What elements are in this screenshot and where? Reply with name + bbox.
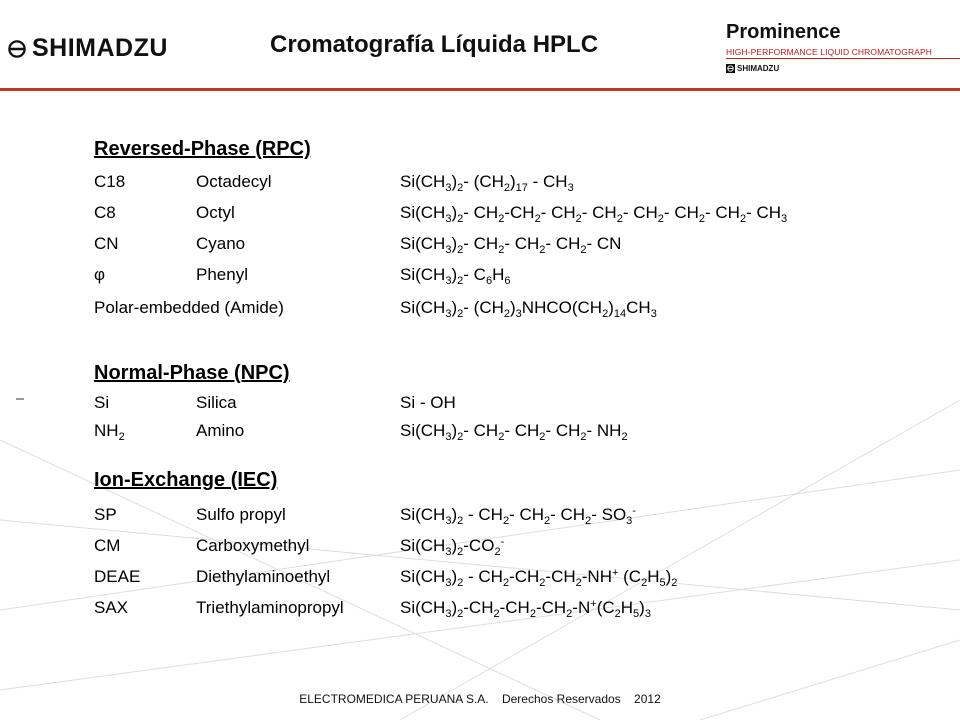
formula-subscript: 14	[613, 308, 627, 320]
formula-text: CH	[592, 203, 617, 222]
product-brand-text: SHIMADZU	[737, 64, 780, 73]
phase-code: SP	[94, 505, 117, 524]
formula-subscript: 3	[781, 213, 788, 225]
formula-subscript: 3	[445, 577, 452, 589]
formula-subscript: 2	[614, 608, 621, 620]
phase-code: DEAE	[94, 567, 141, 586]
formula-subscript: 5	[659, 577, 666, 589]
formula-text: )	[451, 567, 458, 586]
formula-superscript: +	[611, 567, 619, 579]
formula-text: )	[451, 203, 458, 222]
phase-code: SAX	[94, 598, 129, 617]
footer	[0, 692, 960, 706]
phase-formula: $Si(CH_3)_2-$ $CH_2-$ $CH_2-$ $CH_2-$ $NH_2$	[400, 421, 628, 443]
formula-subscript: 2	[457, 308, 464, 320]
phase-code: C8	[94, 203, 116, 222]
footer-year: 2012	[634, 692, 661, 706]
formula-text: H	[492, 265, 505, 284]
formula-subscript: 2	[641, 577, 648, 589]
formula-subscript: 2	[580, 244, 587, 256]
formula-subscript: 2	[739, 213, 747, 225]
formula-subscript: 2	[457, 577, 464, 589]
formula-text: )	[451, 298, 458, 317]
formula-subscript: 2	[118, 431, 125, 443]
formula-text: CH	[473, 203, 499, 222]
formula-subscript: 5	[633, 608, 640, 620]
product-name: Prominence	[726, 21, 841, 43]
formula-subscript: 2	[539, 431, 546, 443]
phase-formula: $Si(CH_3)_2-$ $C_6H_6$	[400, 265, 511, 287]
formula-subscript: 2	[602, 308, 609, 320]
formula-subscript: 17	[515, 182, 528, 194]
formula-text: (CH	[473, 172, 504, 191]
formula-text: )	[451, 421, 458, 440]
formula-text: CH	[473, 421, 499, 440]
phase-formula	[400, 536, 504, 558]
formula-subscript: 2	[493, 608, 500, 620]
phase-formula	[400, 598, 651, 620]
formula-subscript: 2	[498, 244, 505, 256]
formula-subscript: 3	[515, 308, 522, 320]
formula-text: Si(CH	[400, 598, 446, 617]
product-subtitle: HIGH-PERFORMANCE LIQUID CHROMATOGRAPH	[726, 47, 960, 59]
formula-text: )	[451, 265, 458, 284]
formula-subscript: 3	[445, 515, 452, 527]
formula-superscript: -	[632, 505, 636, 517]
formula-subscript: 2	[585, 515, 592, 527]
formula-superscript: +	[590, 598, 597, 610]
formula-text: -CO	[463, 536, 495, 555]
formula-text: -N	[572, 598, 591, 617]
formula-text: CH	[560, 505, 586, 524]
formula-text: )	[451, 536, 458, 555]
phase-formula: $Si(CH_3)_2-$ $(CH_2)_{17} - CH_3$	[400, 172, 574, 194]
formula-text: Si(CH	[400, 536, 446, 555]
formula-text: CH	[674, 203, 699, 222]
formula-subscript: 6	[485, 275, 493, 287]
formula-subscript: 2	[457, 213, 464, 225]
formula-subscript: 3	[644, 608, 651, 620]
formula-text: )	[451, 172, 458, 191]
formula-text: Si(CH	[400, 298, 446, 317]
formula-subscript: 3	[445, 431, 452, 443]
phase-name: Cyano	[196, 234, 246, 253]
formula-subscript: 2	[566, 608, 573, 620]
formula-text: )	[451, 505, 458, 524]
shimadzu-small-logo-icon	[726, 64, 735, 73]
phase-name: Diethylaminoethyl	[196, 567, 331, 586]
formula-text: CH	[514, 421, 540, 440]
formula-subscript: 3	[445, 546, 452, 558]
formula-text: CN	[596, 234, 622, 253]
formula-subscript: 2	[534, 213, 541, 225]
formula-subscript: 3	[626, 515, 633, 527]
formula-text: CH	[626, 298, 651, 317]
formula-subscript: 2	[657, 213, 664, 225]
formula-subscript: 2	[671, 577, 678, 589]
phase-name: Carboxymethyl	[196, 536, 310, 555]
formula-subscript: 2	[616, 213, 623, 225]
formula-text: -CH	[535, 598, 567, 617]
formula-text: (C	[596, 598, 615, 617]
formula-subscript: 2	[457, 515, 464, 527]
formula-subscript: 2	[621, 431, 628, 443]
formula-text: -CH	[509, 567, 540, 586]
formula-text: - CH	[463, 567, 503, 586]
formula-text: Si(CH	[400, 234, 446, 253]
footer-company: ELECTROMEDICA PERUANA S.A.	[299, 692, 489, 706]
formula-text: -CH	[504, 203, 535, 222]
formula-subscript: 3	[445, 608, 452, 620]
formula-subscript: 2	[575, 213, 582, 225]
section-title-npc: Normal-Phase (NPC)	[94, 362, 290, 384]
logo-text: SHIMADZU	[32, 34, 168, 62]
phase-name: Octyl	[196, 203, 235, 222]
formula-subscript: 2	[502, 515, 510, 527]
formula-text: CH	[756, 203, 782, 222]
formula-subscript: 3	[445, 182, 452, 194]
margin-dash	[16, 398, 24, 400]
formula-text: NH	[596, 421, 622, 440]
formula-subscript: 3	[445, 244, 452, 256]
formula-superscript: -	[500, 536, 505, 548]
phase-name: Amino	[196, 421, 245, 440]
phase-name: Octadecyl	[196, 172, 272, 191]
formula-text: CH	[715, 203, 740, 222]
formula-text: -CH	[545, 567, 576, 586]
phase-name: Phenyl	[196, 265, 248, 284]
formula-subscript: 2	[539, 244, 546, 256]
formula-subscript: 2	[457, 244, 464, 256]
phase-name: Silica	[196, 393, 237, 412]
slide-header	[0, 0, 960, 90]
formula-subscript: 3	[650, 308, 657, 320]
formula-subscript: 2	[498, 213, 505, 225]
formula-subscript: 3	[567, 182, 574, 194]
formula-subscript: 3	[445, 308, 452, 320]
formula-subscript: 2	[498, 431, 505, 443]
product-brand	[726, 64, 960, 73]
formula-subscript: 2	[539, 577, 546, 589]
formula-text: Si(CH	[400, 567, 446, 586]
phase-formula: $Si(CH_3)_2-$ $(CH_2)_3NHCO(CH_2)_{14}CH_3$	[400, 298, 657, 320]
formula-subscript: 2	[503, 182, 510, 194]
formula-subscript: 2	[529, 608, 536, 620]
formula-text: - CH	[463, 505, 503, 524]
formula-text: -NH	[581, 567, 612, 586]
formula-text: CH	[519, 505, 545, 524]
formula-text: CH	[473, 234, 499, 253]
formula-subscript: 2	[457, 275, 464, 287]
formula-subscript: 3	[445, 213, 452, 225]
phase-name: Triethylaminopropyl	[196, 598, 344, 617]
formula-text: Si(CH	[400, 505, 446, 524]
formula-subscript: 2	[502, 577, 510, 589]
formula-subscript: 2	[457, 431, 464, 443]
formula-subscript: 2	[494, 546, 501, 558]
shimadzu-logo-icon	[8, 40, 26, 58]
formula-text: -	[463, 172, 474, 191]
formula-subscript: 2	[457, 182, 464, 194]
formula-text: C	[473, 265, 486, 284]
formula-text: CH	[555, 234, 581, 253]
phase-code: CM	[94, 536, 121, 555]
formula-text: )	[608, 298, 614, 317]
prominence-brand	[726, 22, 960, 73]
page-title: Cromatografía Líquida HPLC	[270, 31, 599, 58]
formula-subscript: 6	[504, 275, 511, 287]
section-title-iec: Ion-Exchange (IEC)	[94, 469, 278, 491]
formula-text: Si(CH	[400, 203, 446, 222]
shimadzu-logo	[8, 36, 168, 61]
formula-text: CH	[633, 203, 658, 222]
formula-text: SO	[601, 505, 627, 524]
phase-code: Polar-embedded (Amide)	[94, 298, 284, 317]
formula-text: H	[620, 598, 634, 617]
header-divider	[0, 88, 960, 91]
formula-text: Si(CH	[400, 265, 446, 284]
formula-text: )	[510, 298, 516, 317]
formula-text: NHCO(CH	[521, 298, 603, 317]
formula-text: CH	[551, 203, 576, 222]
formula-text: )	[665, 567, 672, 586]
phase-formula: $Si(CH_3)_2 - CH_2-$ $CH_2-$ $CH_2-$ $SO_3^-$	[400, 505, 636, 527]
phase-name: Sulfo propyl	[196, 505, 286, 524]
phase-code: φ	[94, 265, 106, 284]
formula-text: )	[639, 598, 645, 617]
phase-formula: $Si(CH_3)_2-$ $CH_2-CH_2-$ $CH_2-$ $CH_2-$ $CH_2-$ $CH_2-$ $CH_2-$ $CH_3$	[400, 203, 788, 225]
formula-text: CH	[514, 234, 540, 253]
phase-code: Si	[94, 393, 110, 412]
phase-code: CN	[94, 234, 119, 253]
formula-subscript: 2	[457, 608, 464, 620]
formula-subscript: 2	[575, 577, 582, 589]
phase-code: C18	[94, 172, 126, 191]
phase-formula	[400, 567, 677, 589]
formula-text: (CH	[473, 298, 504, 317]
formula-text: H	[647, 567, 660, 586]
formula-subscript: 2	[580, 431, 587, 443]
formula-text: Si(CH	[400, 172, 446, 191]
formula-subscript: 3	[445, 275, 452, 287]
formula-text: )	[451, 598, 458, 617]
formula-subscript: 2	[457, 546, 464, 558]
phase-formula: $Si(CH_3)_2-$ $CH_2-$ $CH_2-$ $CH_2-$ CN	[400, 234, 622, 256]
formula-subscript: 2	[544, 515, 551, 527]
formula-text: )	[451, 234, 458, 253]
phase-code	[94, 421, 125, 443]
formula-subscript: 2	[503, 308, 510, 320]
section-title-rpc: Reversed-Phase (RPC)	[94, 138, 311, 160]
formula-text: CH	[555, 421, 581, 440]
formula-text: (C	[623, 567, 642, 586]
formula-text: -CH	[499, 598, 530, 617]
formula-text: Si(CH	[400, 421, 446, 440]
phase-formula: Si - OH	[400, 393, 456, 412]
footer-rights: Derechos Reservados	[501, 692, 621, 706]
formula-text: -CH	[463, 598, 494, 617]
formula-text: CH	[543, 172, 568, 191]
formula-subscript: 2	[698, 213, 705, 225]
phase-code-text: NH	[94, 421, 119, 440]
formula-text: )	[510, 172, 516, 191]
